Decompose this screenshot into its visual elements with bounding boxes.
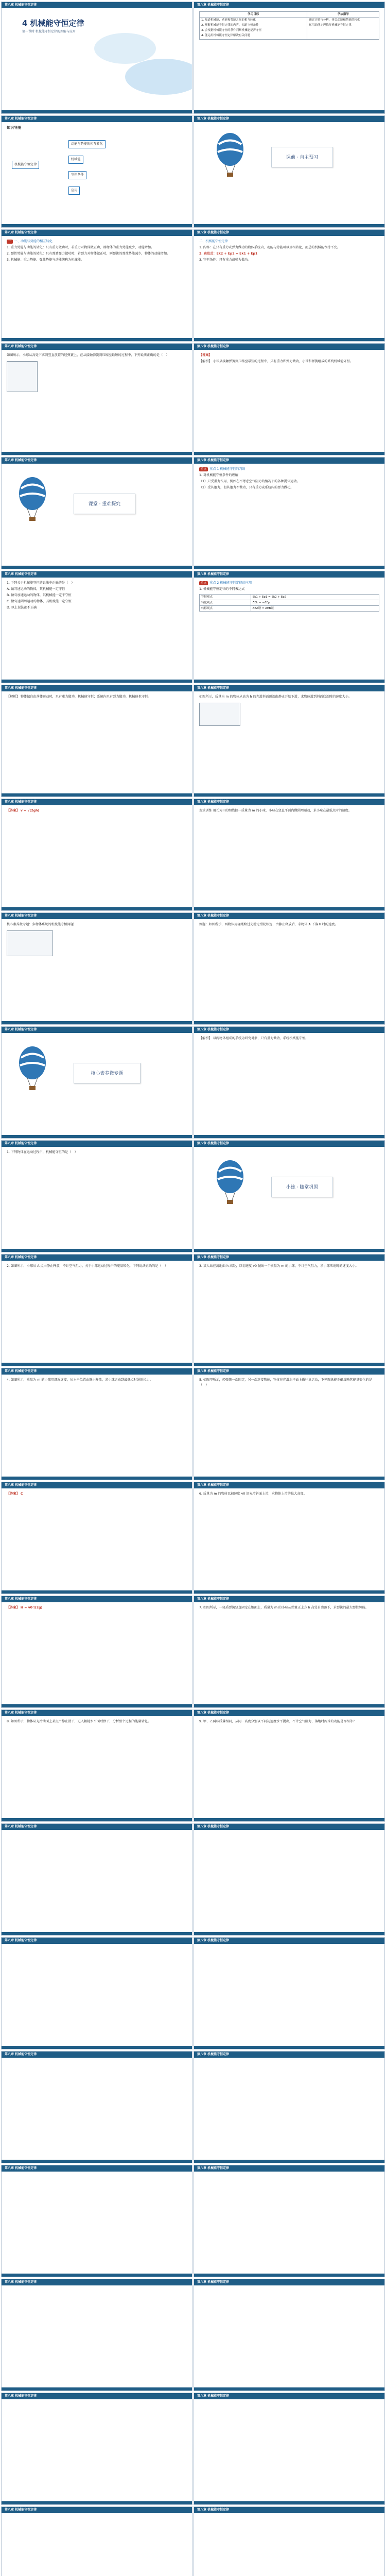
slide-content: 第八章 机械能守恒定律 [194,2279,385,2391]
slide-content: 第八章 机械能守恒定律 【解析】 物体做自由落体运动时，只有重力做功，机械能守恒；系统内只有弹力做功，机械能也守恒。 [1,685,192,797]
cloud-decoration [94,33,156,64]
slide-cover [1,2,192,114]
slide-content: 第八章 机械能守恒定律 重点 重点 2 机械能守恒定律的应用 1. 机械能守恒定律的不同表达式 守恒观点 Ek1 + Ep1 = Ek2 + Ep2 转化观点 ΔEk = −ΔEp 转移观点 ΔEA增 = ΔEB减 [194,571,385,683]
cover-title: 4 机械能守恒定律 [22,19,84,28]
slide-content: 第八章 机械能守恒定律 9. 甲、乙两球质量相同，从同一高度分别以不同初速度水平抛出，不计空气阻力，落地时两球的动能是否相等？ [194,1709,385,1822]
slide-content: 第八章 机械能守恒定律 1. 下列关于机械能守恒的说法中正确的是（ ） A. 做匀速运动的物体，其机械能一定守恒 B. 做匀加速运动的物体，其机械能一定不守恒 C. 做匀速圆周运动的物体，其机械能一定守恒 D. 以上说法都不正确 [1,571,192,683]
slide-content: 第八章 机械能守恒定律 一 一、动能与势能的相互转化 1. 重力势能与动能的转化：只有重力做功时，若重力对物体做正功，则物体的重力势能减少，动能增加。 2. 弹性势能与动能的转化：只有弹簧弹力做功时，若弹力对物体做正功，则弹簧的弹性势能减少，物体的动能增加。 3. 机械能：重力势能、弹性势能与动能统称为机械能。 [1,229,192,342]
slide-content: 第八章 机械能守恒定律 [194,1937,385,2049]
figure-spring [7,361,38,392]
slide-content: 第八章 机械能守恒定律 二、机械能守恒定律 1. 内容：在只有重力或弹力做功的物体系统内，动能与势能可以互相转化，而总的机械能保持不变。 2. 表达式：Ek2 + Ep2 = Ek1 + Ep1 3. 守恒条件：只有重力或弹力做功。 [194,229,385,342]
slide-content: 第八章 机械能守恒定律 [1,2279,192,2391]
balloon-icon [17,1045,48,1096]
slide-content: 第八章 机械能守恒定律 3. 某人站在离地面 h 高处，以初速度 v0 抛出一个质量为 m 的小球，不计空气阻力，求小球落地时的速度大小。 [194,1254,385,1366]
section-label-practice: 小练 · 随堂巩固 [271,1177,333,1197]
slide-content: 第八章 机械能守恒定律 1. 下列物体在运动过程中，机械能守恒的是（ ） [1,1140,192,1252]
cover-subtitle: 第一课时 机械能守恒定律的理解与应用 [22,30,76,33]
slide-content: 第八章 机械能守恒定律 重点 重点 1 机械能守恒的判断 1. 对机械能守恒条件的理解 （1）只受重力作用，例如在不考虑空气阻力的情况下的各种抛体运动。 （2）受其他力，但其他力不做功，只有重力或系统内的弹力做功。 [194,457,385,569]
objectives-table: 学习目标 学法指导 1. 知道机械能、动能和势能之间的相互转化 2. 理解机械能守恒定律的内容，知道守恒条件 3. 会根据机械能守恒的条件判断机械能是否守恒 4. 能运用机械能守恒定律解决有关问题 通过实验与分析，体会动能和势能的转化 运用动能定理推导机械能守恒定律 [199,11,379,40]
section-label-core: 核心素养微专题 [74,1063,141,1083]
knowledge-map-title: 知识导图 [7,126,21,130]
slide-section-practice: 第八章 机械能守恒定律 小练 · 随堂巩固 [194,1140,385,1252]
slide-bar: 第八章 机械能守恒定律 [2,2,192,8]
slide-content: 第八章 机械能守恒定律 [194,2393,385,2505]
balloon-icon [17,476,48,527]
slide-content: 第八章 机械能守恒定律 变式训练 用长为 l 的细线拴一质量为 m 的小球，小球在竖直平面内做圆周运动，求小球在最低点时的速度。 [194,799,385,911]
balloon-icon [215,1159,245,1210]
slide-content: 第八章 机械能守恒定律 [1,1937,192,2049]
slide-content: 第八章 机械能守恒定律 【答案】 【解析】 小球从接触弹簧到压缩至最短的过程中，只有重力和弹力做功，小球和弹簧组成的系统机械能守恒。 [194,343,385,455]
expression-table: 守恒观点 Ek1 + Ep1 = Ek2 + Ep2 转化观点 ΔEk = −ΔEp 转移观点 ΔEA增 = ΔEB减 [199,594,379,612]
slide-knowledge-map: 第八章 机械能守恒定律 知识导图 机械能守恒定律 动能与势能的相互转化 机械能 守恒条件 应用 [1,115,192,228]
slide-content: 第八章 机械能守恒定律 [1,1823,192,1936]
figure-pulley [7,930,53,956]
slide-content: 第八章 机械能守恒定律 [194,2051,385,2163]
slide-content: 第八章 机械能守恒定律 【解析】 以两物体组成的系统为研究对象，只有重力做功，系统机械能守恒。 [194,1026,385,1139]
cloud-decoration [125,59,192,95]
slide-content: 第八章 机械能守恒定律 8. 如图所示，物体从光滑曲面上某点由静止滑下，进入粗糙水平面后停下，分析整个过程的能量转化。 [1,1709,192,1822]
slide-content: 第八章 机械能守恒定律 例题：如图所示，两物体用轻绳跨过光滑定滑轮相连，由静止释放后，求物体 A 下落 h 时的速度。 [194,912,385,1025]
slide-content: 第八章 机械能守恒定律 【答案】 H = v0²/(2g) [1,1596,192,1708]
slide-content: 第八章 机械能守恒定律 6. 质量为 m 的物体以初速度 v0 沿光滑斜面上滑，求物体上滑的最大高度。 [194,1482,385,1594]
slide-content: 第八章 机械能守恒定律 [194,2506,385,2576]
slide-content: 第八章 机械能守恒定律 [1,2506,192,2576]
slide-content: 第八章 机械能守恒定律 [194,2165,385,2277]
slide-section-core: 第八章 机械能守恒定律 核心素养微专题 [1,1026,192,1139]
knowledge-map-diagram: 机械能守恒定律 动能与势能的相互转化 机械能 守恒条件 应用 [7,132,187,210]
figure-incline [199,703,240,726]
section-label-class: 课堂 · 重难探究 [74,494,135,514]
slide-content: 第八章 机械能守恒定律 [1,2393,192,2505]
slide-content: 第八章 机械能守恒定律 【答案】 v = √(2gh) [1,799,192,911]
slide-objectives: 第八章 机械能守恒定律 学习目标 学法指导 1. 知道机械能、动能和势能之间的相互转化 2. 理解机械能守恒定律的内容，知道守恒条件 3. 会根据机械能守恒的条件判断机械能是否守恒 4. 能运用机械能守恒定律解决有关问题 通过实验与分析，体会动能和势能的转化 运用动能定理推导机械能守恒定律 [194,2,385,114]
slide-content: 第八章 机械能守恒定律 5. 如图甲所示，轻弹簧一端固定，另一端连接物体，物体在光滑水平面上做往复运动，下列图象能正确反映其能量变化的是（ ） [194,1368,385,1480]
slide-content: 第八章 机械能守恒定律 [1,2051,192,2163]
slide-section-class: 第八章 机械能守恒定律 课堂 · 重难探究 [1,457,192,569]
slide-content: 第八章 机械能守恒定律 [194,1823,385,1936]
slide-content: 第八章 机械能守恒定律 7. 如图所示，一轻质弹簧竖直固定在地面上，质量为 m 的小球从弹簧正上方 h 高处自由落下，求弹簧的最大弹性势能。 [194,1596,385,1708]
slide-content: 第八章 机械能守恒定律 如图所示，小球从高处下落到竖直放置的轻弹簧上，在从接触弹簧到压缩至最短的过程中，下列说法正确的是（ ） [1,343,192,455]
slide-content: 第八章 机械能守恒定律 4. 如图所示，质量为 m 的小球用细绳连接，从水平位置由静止释放，求小球运动到最低点时绳的拉力。 [1,1368,192,1480]
slide-content: 第八章 机械能守恒定律 如图所示，质量为 m 的物体从高为 h 的光滑斜面顶端由静止开始下滑，求物体滑到斜面底端时的速度大小。 [194,685,385,797]
balloon-icon [215,131,245,183]
slide-content: 第八章 机械能守恒定律 核心素养微专题：多物体系统的机械能守恒问题 [1,912,192,1025]
slide-section-preview: 第八章 机械能守恒定律 课前 · 自主预习 [194,115,385,228]
slide-content: 第八章 机械能守恒定律 2. 如图所示，小球从 A 点由静止释放，不计空气阻力，关于小球运动过程中的能量转化，下列说法正确的是（ ） [1,1254,192,1366]
section-label-preview: 课前 · 自主预习 [271,147,333,167]
slide-content: 第八章 机械能守恒定律 【答案】 C [1,1482,192,1594]
slide-content: 第八章 机械能守恒定律 [1,2165,192,2277]
